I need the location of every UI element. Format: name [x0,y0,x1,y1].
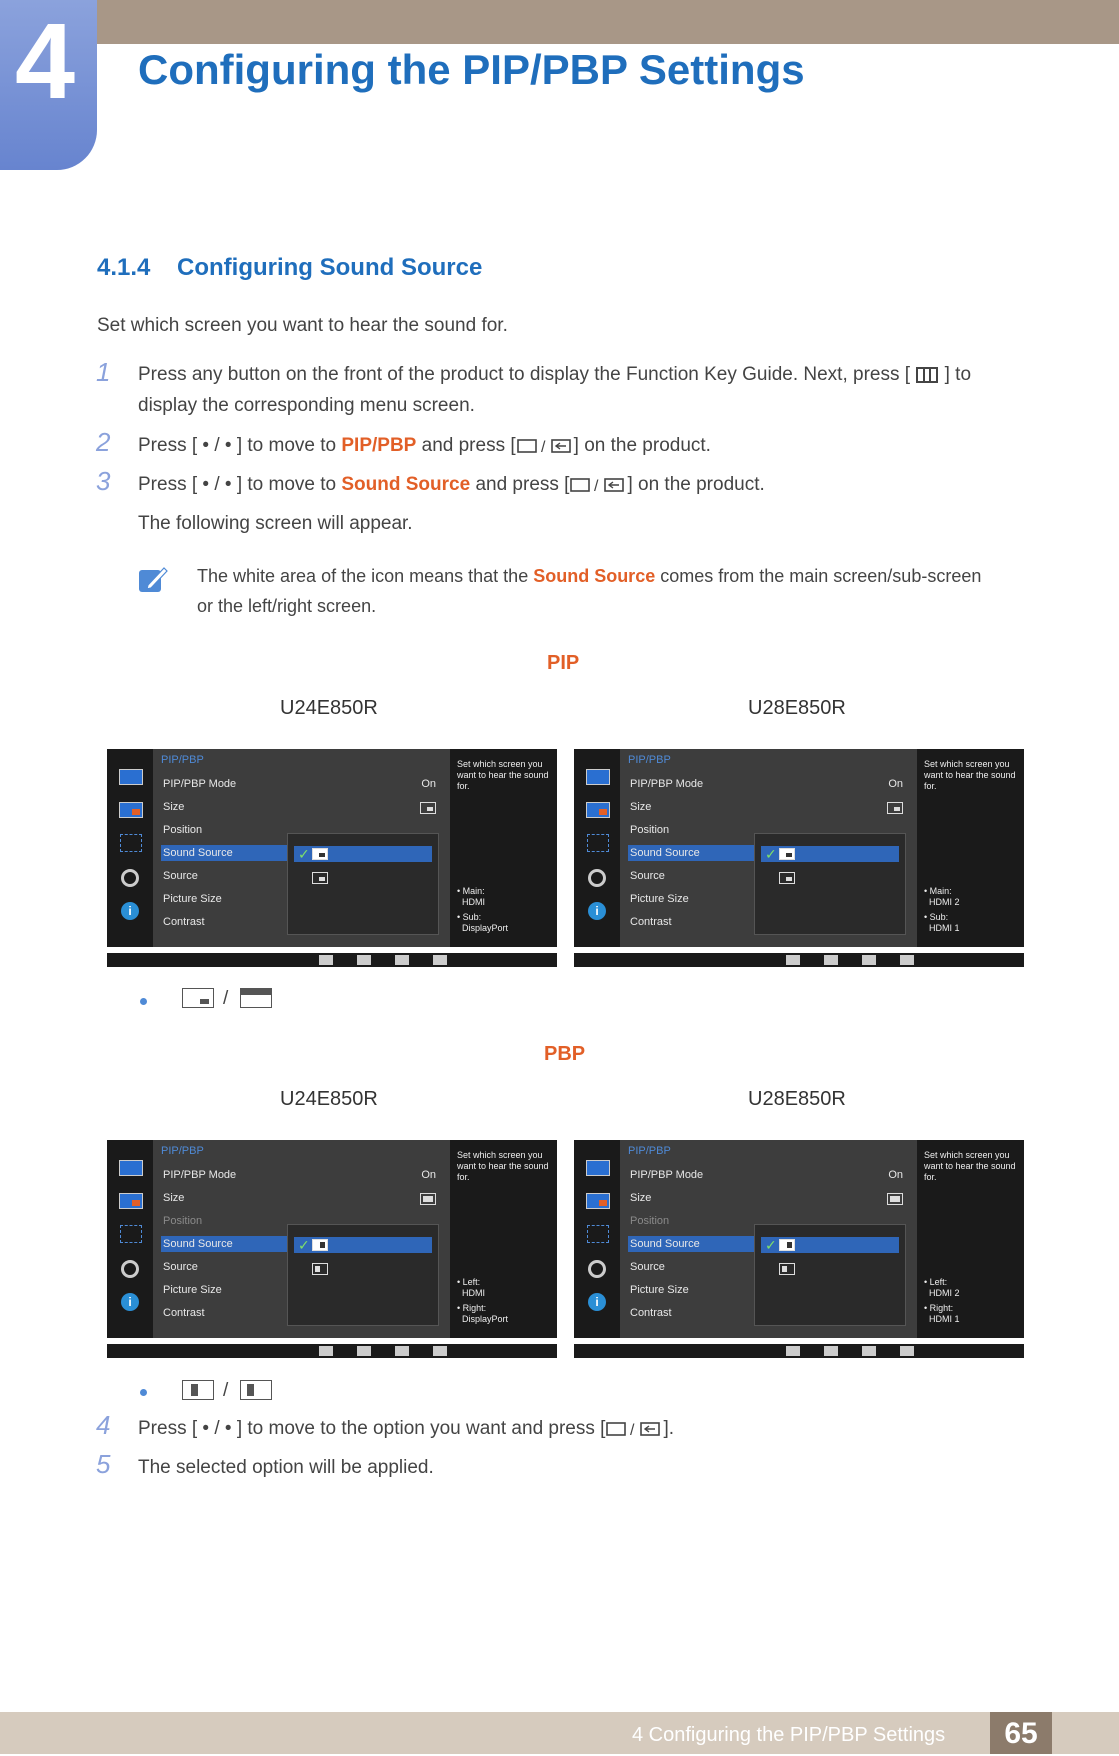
up-key-icon[interactable] [395,1346,409,1356]
help-bullet-2: • Right: DisplayPort [457,1303,509,1324]
up-key-icon[interactable] [395,955,409,965]
osd-icon-column [107,1140,153,1338]
pip-icon [586,1193,610,1209]
menu-item-picture-size[interactable]: Picture Size [163,1284,222,1296]
menu-item-position: Position [630,1215,670,1227]
osd-help-panel [917,1140,1024,1338]
left-key-icon[interactable] [319,1346,333,1356]
menu-item-position: Position [163,1215,203,1227]
menu-item-contrast[interactable]: Contrast [630,916,672,928]
header-band [0,0,1119,44]
osd-key-guide [574,1344,1024,1358]
step-2-a: Press [ • / • ] to move to [138,435,342,456]
step-3-text [138,469,765,500]
bul2-value: DisplayPort [462,1314,509,1324]
bul2-value: DisplayPort [462,923,509,933]
pbp-left-sound-icon [240,1380,272,1400]
bul2-value: HDMI 1 [929,923,960,933]
pip-sub-sound-icon [182,988,214,1008]
osd-title: PIP/PBP [628,754,671,766]
step-2-b: and press [ [416,435,516,456]
bul2-label: Right: [462,1303,487,1313]
gear-icon [121,869,139,887]
left-key-icon[interactable] [786,1346,800,1356]
step-number-3: 3 [96,466,111,496]
osd-key-guide [574,953,1024,967]
sound-source-popup [754,833,906,935]
help-bullet-1: • Left: HDMI 2 [924,1277,960,1298]
step-3-highlight: Sound Source [341,474,471,495]
osd-help-panel [917,749,1024,947]
bul1-value: HDMI 2 [929,1288,960,1298]
menu-item-mode[interactable]: PIP/PBP Mode [163,778,237,790]
down-key-icon[interactable] [824,1346,838,1356]
page-number: 65 [990,1712,1052,1754]
up-key-icon[interactable] [862,955,876,965]
section-title [97,254,482,282]
chapter-tab [0,0,97,170]
help-bullet-2: • Sub: HDMI 1 [924,912,960,933]
step-number-1: 1 [96,357,111,387]
intro-text: Set which screen you want to hear the sound for. [97,315,508,336]
menu-item-size[interactable]: Size [630,1192,652,1204]
step-2-text [138,430,711,461]
menu-item-mode[interactable]: PIP/PBP Mode [630,1169,704,1181]
position-icon [120,1225,142,1243]
menu-item-source[interactable]: Source [163,870,198,882]
help-text: Set which screen you want to hear the sound for. [924,759,1016,791]
osd-key-guide [107,1344,557,1358]
step-4-c: ]. [663,1418,674,1439]
mode-value: On [421,778,436,790]
osd-icon-column [574,749,620,947]
source-enter-key-icon [569,475,627,495]
menu-item-contrast[interactable]: Contrast [163,916,205,928]
source-enter-key-icon [605,1419,663,1439]
osd-title: PIP/PBP [161,1145,204,1157]
pip-main-icon [312,848,328,860]
gear-icon [588,1260,606,1278]
help-text: Set which screen you want to hear the sound for. [457,759,549,791]
menu-item-position[interactable]: Position [163,824,203,836]
menu-item-contrast[interactable]: Contrast [630,1307,672,1319]
bul1-value: HDMI 2 [929,897,960,907]
picture-icon [119,769,143,785]
osd-menu [153,749,450,947]
enter-key-icon[interactable] [433,1346,447,1356]
osd-screen-pip-u24 [107,749,557,967]
note-text [197,561,1047,592]
help-bullet-2: • Sub: DisplayPort [457,912,509,933]
down-key-icon[interactable] [357,955,371,965]
svg-text:/: / [540,438,546,456]
menu-item-source[interactable]: Source [163,1261,198,1273]
chapter-title: Configuring the PIP/PBP Settings [138,46,805,93]
bullet-dot [140,998,147,1005]
svg-text:/: / [594,477,599,495]
menu-item-source[interactable]: Source [630,870,665,882]
picture-icon [586,1160,610,1176]
osd-help-panel [450,1140,557,1338]
step-number-4: 4 [96,1410,111,1440]
step-2-c: ] on the product. [573,435,711,456]
chapter-number: 4 [14,0,76,121]
source-enter-key-icon [516,436,574,456]
bul1-label: Main: [929,886,952,896]
osd-icon-column [574,1140,620,1338]
sound-source-popup [287,833,439,935]
bullet-dot [140,1389,147,1396]
info-icon: i [121,902,139,920]
step-4-a: Press [ • / • ] to move to the option you want and press [ [138,1418,606,1439]
menu-item-sound-source[interactable]: Sound Source [630,847,700,859]
step-3-b: and press [ [470,474,570,495]
gear-icon [121,1260,139,1278]
menu-item-position[interactable]: Position [630,824,670,836]
sound-source-popup [754,1224,906,1326]
osd-icon-column [107,749,153,947]
note-icon [138,565,168,593]
position-icon [587,834,609,852]
svg-text:/: / [630,1421,635,1439]
step-1-line1: Press any button on the front of the product to display the Function Key Guide. Next, press [ [138,364,911,385]
bul2-label: Sub: [929,912,949,922]
check-icon: ✓ [298,846,310,862]
help-bullet-1: • Left: HDMI [457,1277,486,1298]
pbp-left-icon [779,1239,795,1251]
enter-key-icon[interactable] [433,955,447,965]
menu-item-size[interactable]: Size [630,801,652,813]
osd-menu [620,749,917,947]
pip-label: PIP [547,652,580,674]
step-number-5: 5 [96,1449,111,1479]
info-icon: i [121,1293,139,1311]
menu-item-picture-size[interactable]: Picture Size [630,893,689,905]
help-text: Set which screen you want to hear the sound for. [457,1150,549,1182]
pip-sub-icon[interactable] [312,872,328,884]
note-highlight: Sound Source [533,566,656,586]
size-icon [887,1193,903,1205]
pip-main-icon [779,848,795,860]
info-icon: i [588,1293,606,1311]
pip-icon [119,802,143,818]
left-key-icon[interactable] [319,955,333,965]
pip-icon [119,1193,143,1209]
mode-value: On [888,778,903,790]
step-5-text: The selected option will be applied. [138,1457,434,1478]
menu-key-icon [915,366,939,384]
pbp-label: PBP [544,1043,586,1065]
pip-sub-icon[interactable] [779,872,795,884]
bul1-label: Left: [929,1277,948,1287]
bul1-label: Main: [462,886,485,896]
menu-item-mode[interactable]: PIP/PBP Mode [163,1169,237,1181]
bul1-value: HDMI [462,1288,486,1298]
menu-item-sound-source[interactable]: Sound Source [163,847,233,859]
slash: / [223,1380,229,1401]
slash: / [223,988,229,1009]
menu-item-mode[interactable]: PIP/PBP Mode [630,778,704,790]
step-4-text [138,1413,674,1444]
check-icon: ✓ [765,1237,777,1253]
pbp-right-icon[interactable] [779,1263,795,1275]
menu-item-picture-size[interactable]: Picture Size [630,1284,689,1296]
section-name: Configuring Sound Source [177,254,483,281]
osd-title: PIP/PBP [628,1145,671,1157]
size-icon [420,1193,436,1205]
sound-source-popup [287,1224,439,1326]
check-icon: ✓ [765,846,777,862]
menu-item-picture-size[interactable]: Picture Size [163,893,222,905]
osd-menu [620,1140,917,1338]
footer-text: 4 Configuring the PIP/PBP Settings [632,1724,946,1746]
model-left-pip: U24E850R [280,697,378,719]
info-icon: i [588,902,606,920]
step-1-line2: display the corresponding menu screen. [138,395,475,416]
bul2-label: Right: [929,1303,954,1313]
mode-value: On [888,1169,903,1181]
bul2-label: Sub: [462,912,482,922]
up-key-icon[interactable] [862,1346,876,1356]
osd-screen-pbp-u24 [107,1140,557,1358]
menu-item-size[interactable]: Size [163,801,185,813]
pbp-right-icon[interactable] [312,1263,328,1275]
footer-band [0,1712,1119,1754]
size-icon [887,802,903,814]
osd-screen-pbp-u28 [574,1140,1024,1358]
osd-help-panel [450,749,557,947]
menu-item-contrast[interactable]: Contrast [163,1307,205,1319]
help-bullet-2: • Right: HDMI 1 [924,1303,960,1324]
pip-main-sound-icon [240,988,272,1008]
osd-title: PIP/PBP [161,754,204,766]
help-bullet-1: • Main: HDMI 2 [924,886,960,907]
menu-item-sound-source[interactable]: Sound Source [630,1238,700,1250]
note-text-2: or the left/right screen. [197,596,377,616]
model-right-pip: U28E850R [748,697,846,719]
position-icon [587,1225,609,1243]
picture-icon [586,769,610,785]
position-icon [120,834,142,852]
help-bullet-1: • Main: HDMI [457,886,486,907]
pip-icon [586,802,610,818]
down-key-icon[interactable] [357,1346,371,1356]
step-3-c: ] on the product. [627,474,765,495]
menu-item-size[interactable]: Size [163,1192,185,1204]
osd-key-guide [107,953,557,967]
step-2-highlight: PIP/PBP [341,435,417,456]
osd-menu [153,1140,450,1338]
osd-screen-pip-u28 [574,749,1024,967]
check-icon: ✓ [298,1237,310,1253]
note-b: comes from the main screen/sub-screen [655,566,982,586]
bul1-label: Left: [462,1277,481,1287]
pbp-right-sound-icon [182,1380,214,1400]
model-right-pbp: U28E850R [748,1088,846,1110]
size-icon [420,802,436,814]
note-a: The white area of the icon means that the [197,566,534,586]
bul2-value: HDMI 1 [929,1314,960,1324]
left-key-icon[interactable] [786,955,800,965]
enter-key-icon[interactable] [900,1346,914,1356]
step-3-a: Press [ • / • ] to move to [138,474,342,495]
mode-value: On [421,1169,436,1181]
model-left-pbp: U24E850R [280,1088,378,1110]
following-text: The following screen will appear. [138,513,413,534]
enter-key-icon[interactable] [900,955,914,965]
menu-item-sound-source[interactable]: Sound Source [163,1238,233,1250]
down-key-icon[interactable] [824,955,838,965]
step-1-line1-end: ] to [944,364,972,385]
menu-item-source[interactable]: Source [630,1261,665,1273]
gear-icon [588,869,606,887]
bul1-value: HDMI [462,897,486,907]
step-number-2: 2 [96,427,111,457]
help-text: Set which screen you want to hear the sound for. [924,1150,1016,1182]
step-1-text [138,359,1038,390]
section-number: 4.1.4 [97,254,151,281]
picture-icon [119,1160,143,1176]
pbp-left-icon [312,1239,328,1251]
